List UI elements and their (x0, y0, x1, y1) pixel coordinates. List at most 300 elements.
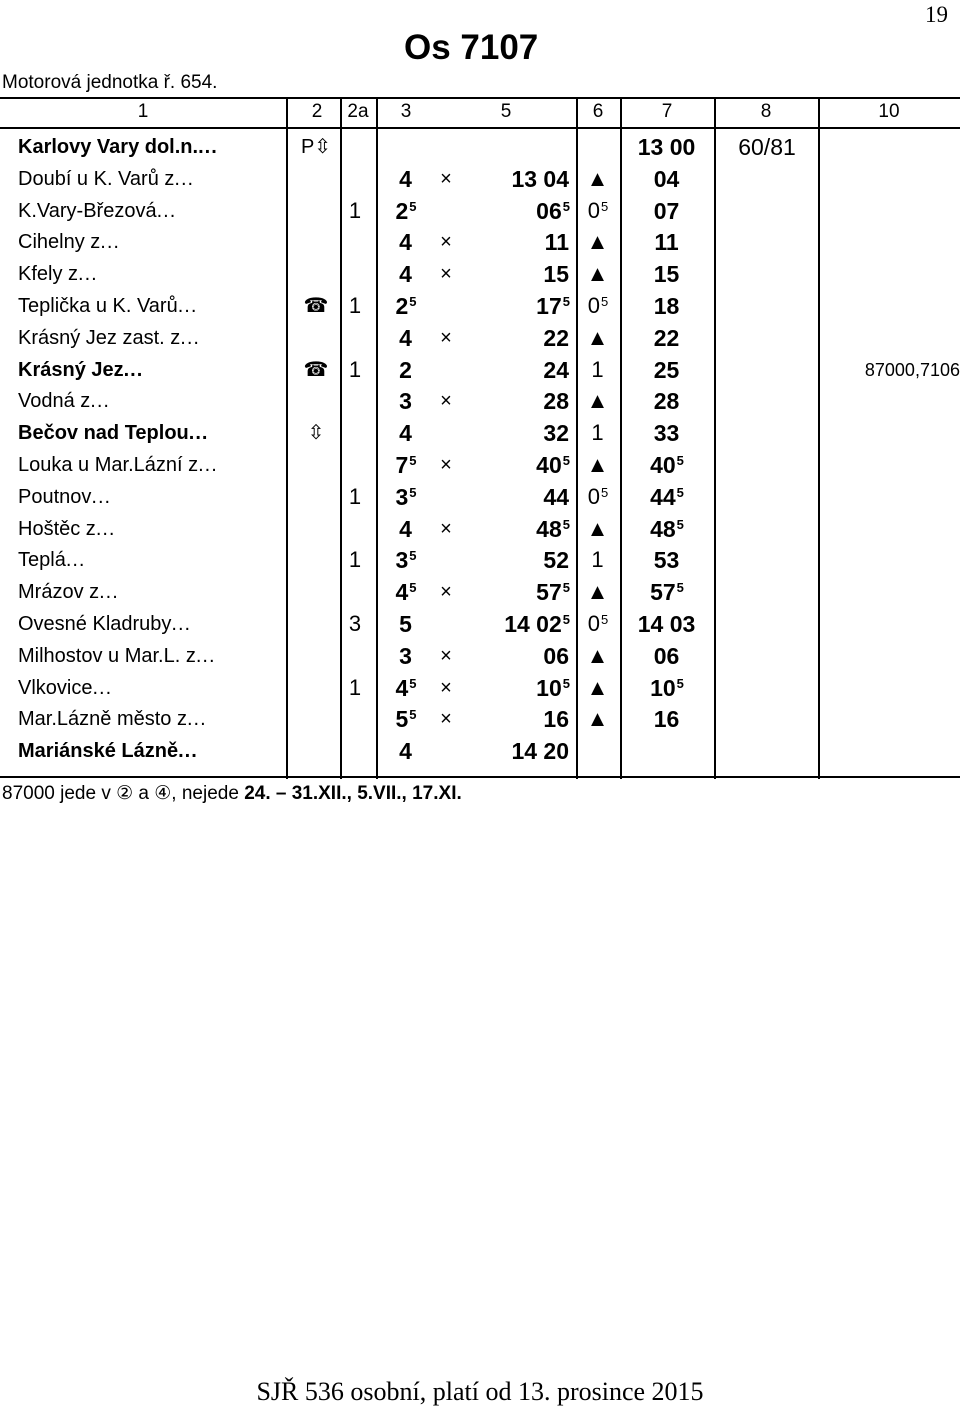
col-3-running-time-value: 4 (399, 420, 412, 447)
col-5-arrival (460, 608, 570, 640)
col-6-dwell-value: ▲ (586, 452, 609, 477)
train-title: Os 7107 (404, 28, 539, 67)
col-10-connections-value: 87000,7106 (864, 359, 960, 380)
grid-line (0, 127, 960, 129)
col-5-arrival (460, 417, 570, 449)
col-5-arrival (460, 258, 570, 290)
leader-dots: ... (92, 676, 113, 699)
col-7-departure (624, 258, 710, 290)
col-3-running-time (380, 163, 432, 195)
station-symbol-icon (296, 258, 336, 290)
station-name-value: Krásný Jez (18, 358, 124, 381)
table-row (0, 290, 960, 322)
station-symbol-icon (296, 608, 336, 640)
col-10-connections (822, 576, 960, 608)
col-3-running-time-value: 3 (395, 483, 409, 510)
table-row (0, 576, 960, 608)
col-8 (722, 385, 812, 417)
col-7-departure-value: 06 (653, 642, 680, 669)
station-symbol-icon (296, 163, 336, 195)
request-stop-icon (436, 417, 456, 449)
col-8 (722, 513, 812, 545)
request-stop-icon (436, 449, 456, 481)
col-3-running-time (380, 481, 432, 513)
col-5-arrival (460, 672, 570, 704)
col-5-arrival-value: 14 02 (504, 611, 562, 637)
request-stop-icon (436, 290, 456, 322)
leader-dots: ... (198, 454, 218, 476)
col-10-connections (822, 322, 960, 354)
column-header: 2 (311, 101, 323, 122)
col-2a-value: 1 (348, 197, 362, 223)
table-row (0, 672, 960, 704)
col-10-connections (822, 354, 960, 386)
col-5-arrival-half-minute: 5 (562, 294, 570, 309)
page-number: 19 (925, 2, 948, 27)
request-stop-icon (436, 576, 456, 608)
station-name-value: Bečov nad Teplou (18, 422, 189, 445)
col-3-running-time (380, 226, 432, 258)
col-6-dwell-value: ▲ (586, 674, 609, 700)
col-6-dwell-value: 0 (587, 293, 600, 318)
station-name (18, 195, 280, 227)
station-symbol-icon (296, 417, 336, 449)
col-8-value: 60/81 (738, 134, 796, 160)
col-2a-value: 1 (348, 483, 362, 509)
table-row (0, 163, 960, 195)
col-10-connections (822, 544, 960, 576)
station-name (18, 449, 280, 481)
table-row (0, 385, 960, 417)
station-name (18, 544, 280, 576)
station-name (18, 258, 280, 290)
col-6-dwell (578, 195, 618, 227)
col-3-running-time-value: 5 (395, 706, 409, 733)
col-7-departure (624, 226, 710, 258)
col-7-departure (624, 195, 710, 227)
col-10-connections (822, 672, 960, 704)
col-6-dwell (578, 131, 618, 163)
footnote-dates: 24. – 31.XII., 5.VII., 17.XI. (244, 783, 462, 804)
col-7-departure (624, 481, 710, 513)
leader-dots: ... (95, 517, 116, 540)
col-8 (722, 195, 812, 227)
request-stop-icon-value: × (440, 167, 452, 190)
col-3-running-time (380, 544, 432, 576)
request-stop-icon (436, 354, 456, 386)
station-symbol-icon (296, 449, 336, 481)
col-6-dwell (578, 735, 618, 767)
station-name (18, 735, 280, 767)
station-name-value: K.Vary-Březová (18, 199, 157, 222)
col-5-arrival (460, 703, 570, 735)
col-7-departure-value: 53 (653, 547, 680, 574)
col-7-departure-value: 28 (653, 388, 680, 415)
col-8 (722, 226, 812, 258)
col-6-dwell (578, 258, 618, 290)
station-symbol-icon (296, 640, 336, 672)
col-5-arrival-half-minute: 5 (562, 580, 570, 596)
col-5-arrival-half-minute: 5 (562, 612, 570, 627)
col-5-arrival (460, 226, 570, 258)
col-5-arrival-value: 06 (536, 197, 562, 224)
col-6-dwell-value: 0 (587, 197, 600, 223)
page-footer: SJŘ 536 osobní, platí od 13. prosince 2015 (256, 1377, 704, 1406)
col-3-running-time-value: 2 (399, 356, 412, 383)
col-10-connections (822, 481, 960, 513)
col-6-dwell (578, 703, 618, 735)
col-8 (722, 735, 812, 767)
col-8 (722, 354, 812, 386)
col-7-departure-half-minute: 5 (676, 516, 684, 532)
col-3-running-time (380, 735, 432, 767)
col-5-arrival (460, 449, 570, 481)
col-3-running-time-value: 2 (395, 197, 409, 224)
col-2a (343, 703, 367, 735)
request-stop-icon-value: × (440, 263, 452, 286)
col-6-dwell-value: ▲ (586, 165, 609, 191)
col-6-dwell (578, 322, 618, 354)
col-5-arrival-value: 40 (536, 452, 562, 478)
leader-dots: ... (78, 263, 98, 286)
request-stop-icon (436, 481, 456, 513)
request-stop-icon (436, 258, 456, 290)
col-5-arrival-value: 13 04 (511, 165, 569, 192)
col-7-departure-half-minute: 5 (676, 580, 684, 596)
station-name-value: Louka u Mar.Lázní z (18, 454, 199, 476)
col-7-departure (624, 703, 710, 735)
col-8 (722, 449, 812, 481)
col-7-departure (624, 322, 710, 354)
request-stop-icon (436, 672, 456, 704)
station-name (18, 163, 280, 195)
table-row (0, 640, 960, 672)
col-7-departure-value: 16 (653, 706, 680, 733)
col-10-connections (822, 449, 960, 481)
col-5-arrival (460, 544, 570, 576)
col-10-connections (822, 226, 960, 258)
timetable-grid (0, 97, 960, 779)
col-5-arrival-value: 17 (536, 293, 562, 319)
col-5-arrival (460, 385, 570, 417)
col-3-running-time (380, 417, 432, 449)
leader-dots: ... (91, 485, 112, 508)
leader-dots: ... (171, 613, 192, 635)
col-8 (722, 163, 812, 195)
station-name-value: Krásný Jez zast. z (18, 326, 181, 349)
request-stop-icon (436, 703, 456, 735)
col-2a (343, 544, 367, 576)
col-5-arrival (460, 513, 570, 545)
station-name-value: Ovesné Kladruby (18, 613, 172, 635)
col-7-departure-value: 25 (653, 356, 680, 383)
grid-line (0, 776, 960, 778)
col-5-arrival (460, 735, 570, 767)
col-6-dwell (578, 385, 618, 417)
col-6-dwell-value: ▲ (586, 229, 609, 255)
col-3-running-time-value: 4 (399, 229, 412, 256)
col-7-departure-value: 10 (650, 674, 676, 701)
col-6-dwell-value: 0 (587, 611, 600, 636)
leader-dots: ... (180, 326, 200, 349)
col-5-arrival-value: 11 (544, 229, 569, 256)
col-7-departure (624, 640, 710, 672)
request-stop-icon (436, 544, 456, 576)
col-7-departure-half-minute: 5 (676, 675, 684, 691)
col-6-dwell-value: ▲ (586, 515, 609, 541)
col-7-departure-value: 40 (650, 452, 676, 478)
col-6-dwell (578, 513, 618, 545)
col-3-running-time (380, 385, 432, 417)
column-header: 5 (500, 101, 512, 122)
col-7-departure (624, 576, 710, 608)
station-name-value: Vlkovice (18, 676, 93, 699)
col-3-running-time (380, 449, 432, 481)
col-8 (722, 322, 812, 354)
request-stop-icon (436, 195, 456, 227)
col-6-dwell-value: ▲ (586, 261, 609, 287)
col-2a-value: 3 (348, 611, 362, 636)
station-symbol-icon (296, 672, 336, 704)
station-name (18, 226, 280, 258)
leader-dots: ... (174, 167, 195, 190)
col-8 (722, 703, 812, 735)
col-7-departure (624, 449, 710, 481)
col-2a-value: 1 (348, 547, 362, 573)
station-name-value: Karlovy Vary dol.n. (18, 136, 199, 158)
station-name-value: Teplá (18, 549, 66, 572)
col-8 (722, 481, 812, 513)
col-5-arrival (460, 576, 570, 608)
table-row (0, 703, 960, 735)
leader-dots: ... (188, 422, 209, 445)
column-header: 10 (878, 101, 900, 122)
col-10-connections (822, 608, 960, 640)
col-3-running-time (380, 576, 432, 608)
station-symbol-icon (296, 195, 336, 227)
station-symbol-icon (296, 544, 336, 576)
col-5-arrival-half-minute: 5 (562, 675, 570, 691)
col-8 (722, 131, 812, 163)
request-stop-icon-value: × (440, 644, 452, 667)
col-2a (343, 131, 367, 163)
col-7-departure-value: 13 00 (637, 134, 696, 160)
col-3-running-time (380, 258, 432, 290)
col-3-running-time (380, 131, 432, 163)
col-6-dwell (578, 417, 618, 449)
col-10-connections (822, 735, 960, 767)
col-8 (722, 608, 812, 640)
col-7-departure (624, 513, 710, 545)
table-row (0, 195, 960, 227)
col-5-arrival-value: 52 (543, 547, 569, 574)
col-7-departure-value: 07 (653, 197, 680, 224)
leader-dots: ... (99, 581, 119, 604)
col-7-departure-value: 22 (653, 324, 680, 351)
station-name-value: Cihelny z (18, 231, 101, 254)
col-7-departure-value: 11 (654, 229, 679, 256)
table-row (0, 608, 960, 640)
station-name (18, 672, 280, 704)
table-row (0, 735, 960, 767)
col-5-arrival (460, 163, 570, 195)
col-8 (722, 544, 812, 576)
col-3-running-time-half-minute: 5 (409, 484, 417, 500)
col-5-arrival (460, 354, 570, 386)
col-5-arrival-half-minute: 5 (562, 453, 570, 468)
col-2a (343, 322, 367, 354)
col-7-departure (624, 735, 710, 767)
table-row (0, 354, 960, 386)
col-6-dwell-half-minute: 5 (601, 484, 609, 500)
station-symbol-icon (296, 131, 336, 163)
request-stop-icon-value: × (440, 231, 452, 254)
col-10-connections (822, 385, 960, 417)
col-2a (343, 672, 367, 704)
footnote (2, 782, 462, 805)
request-stop-icon (436, 385, 456, 417)
station-name-value: Mar.Lázně město z (18, 708, 187, 731)
col-5-arrival-value: 16 (543, 706, 569, 733)
col-6-dwell-value: 1 (591, 356, 604, 382)
col-7-departure (624, 608, 710, 640)
col-5-arrival-value: 24 (543, 356, 569, 383)
table-row (0, 513, 960, 545)
col-7-departure-value: 15 (653, 261, 680, 288)
col-7-departure-value: 18 (653, 293, 680, 319)
column-header: 8 (760, 101, 772, 122)
column-header: 2a (347, 101, 369, 122)
col-6-dwell (578, 640, 618, 672)
col-7-departure-value: 57 (650, 579, 676, 606)
col-3-running-time-half-minute: 5 (409, 707, 417, 723)
col-10-connections (822, 163, 960, 195)
station-symbol-icon (296, 481, 336, 513)
request-stop-icon-value: × (440, 517, 452, 540)
footnote-text: 87000 jede v ② a ④, nejede (2, 783, 245, 804)
col-6-dwell-half-minute: 5 (601, 198, 609, 214)
col-7-departure-value: 33 (653, 420, 680, 447)
col-5-arrival-value: 10 (536, 674, 562, 701)
col-6-dwell (578, 354, 618, 386)
col-7-departure (624, 354, 710, 386)
col-7-departure (624, 131, 710, 163)
col-5-arrival-half-minute: 5 (562, 516, 570, 532)
col-2a-value: 1 (348, 293, 362, 318)
col-6-dwell (578, 544, 618, 576)
col-3-running-time-value: 4 (399, 165, 412, 192)
col-2a (343, 513, 367, 545)
request-stop-icon-value: × (440, 581, 452, 604)
station-name (18, 513, 280, 545)
col-8 (722, 672, 812, 704)
col-3-running-time (380, 608, 432, 640)
col-2a (343, 481, 367, 513)
col-10-connections (822, 290, 960, 322)
col-2a (343, 608, 367, 640)
col-3-running-time-value: 5 (399, 611, 412, 637)
col-8 (722, 576, 812, 608)
col-5-arrival-value: 57 (536, 579, 562, 606)
station-name (18, 481, 280, 513)
col-10-connections (822, 195, 960, 227)
request-stop-icon (436, 735, 456, 767)
col-3-running-time-value: 4 (399, 515, 412, 542)
leader-dots: ... (65, 549, 86, 572)
table-row (0, 449, 960, 481)
col-2a (343, 385, 367, 417)
station-name (18, 576, 280, 608)
station-symbol-icon (296, 513, 336, 545)
request-stop-icon (436, 131, 456, 163)
station-name-value: Teplička u K. Varů (18, 295, 178, 317)
col-5-arrival (460, 195, 570, 227)
request-stop-icon (436, 640, 456, 672)
col-3-running-time-half-minute: 5 (409, 453, 417, 468)
col-3-running-time-half-minute: 5 (409, 548, 417, 564)
station-name (18, 640, 280, 672)
col-5-arrival (460, 481, 570, 513)
col-3-running-time-value: 4 (399, 738, 412, 765)
request-stop-icon-value: × (440, 708, 452, 731)
col-6-dwell-value: 0 (587, 483, 600, 509)
col-8 (722, 290, 812, 322)
col-5-arrival-value: 14 20 (511, 738, 569, 765)
col-3-running-time-half-minute: 5 (409, 198, 417, 214)
station-name (18, 385, 280, 417)
col-6-dwell-value: ▲ (586, 388, 609, 414)
leader-dots: ... (156, 199, 177, 222)
table-row (0, 481, 960, 513)
col-6-dwell-value: ▲ (586, 324, 609, 350)
col-5-arrival-value: 28 (543, 388, 569, 415)
col-6-dwell (578, 576, 618, 608)
col-6-dwell-value: 1 (591, 547, 604, 573)
col-3-running-time (380, 672, 432, 704)
col-2a (343, 163, 367, 195)
col-6-dwell (578, 449, 618, 481)
station-name (18, 322, 280, 354)
station-name (18, 417, 280, 449)
station-name-value: Mariánské Lázně (18, 740, 179, 763)
train-subtitle: Motorová jednotka ř. 654. (2, 72, 218, 93)
request-stop-icon (436, 226, 456, 258)
col-10-connections (822, 131, 960, 163)
request-stop-icon (436, 513, 456, 545)
col-6-dwell-value: ▲ (586, 706, 609, 732)
col-7-departure (624, 385, 710, 417)
col-5-arrival (460, 640, 570, 672)
col-6-dwell (578, 226, 618, 258)
station-name (18, 354, 280, 386)
station-name-value: Doubí u K. Varů z (18, 167, 175, 190)
col-7-departure (624, 290, 710, 322)
leader-dots: ... (177, 295, 198, 317)
leader-dots: ... (195, 644, 216, 667)
col-10-connections (822, 258, 960, 290)
station-symbol-icon (296, 290, 336, 322)
col-2a-value: 1 (348, 356, 362, 382)
col-3-running-time-value: 4 (399, 324, 412, 351)
col-5-arrival-value: 06 (543, 642, 569, 669)
col-7-departure-value: 04 (653, 165, 680, 192)
station-name (18, 290, 280, 322)
col-2a (343, 226, 367, 258)
col-2a (343, 735, 367, 767)
col-5-arrival (460, 290, 570, 322)
col-5-arrival-value: 44 (543, 483, 569, 510)
col-7-departure (624, 163, 710, 195)
